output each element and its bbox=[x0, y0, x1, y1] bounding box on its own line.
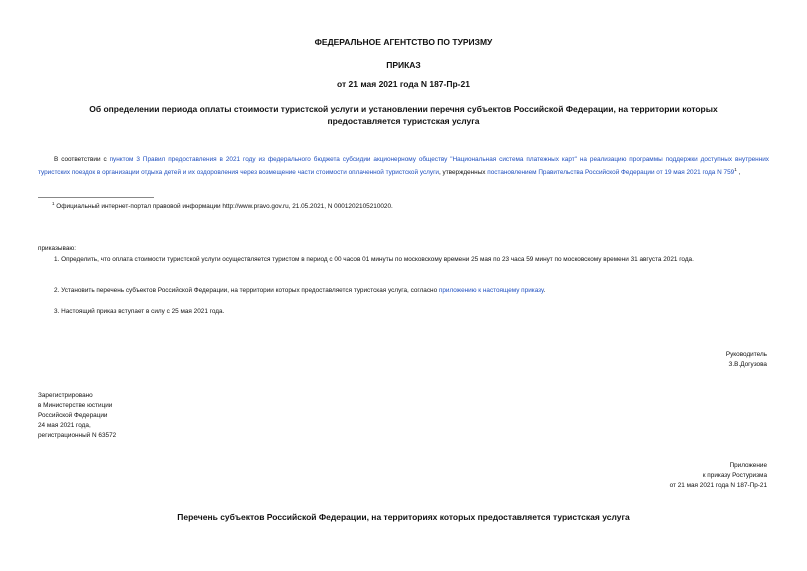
order-word: приказываю: bbox=[38, 245, 76, 252]
intro-text-2: , утвержденных bbox=[438, 169, 488, 177]
order-date-number: от 21 мая 2021 года N 187-Пр-21 bbox=[337, 79, 470, 89]
appendix-line-3: от 21 мая 2021 года N 187-Пр-21 bbox=[669, 482, 767, 489]
registration-block bbox=[38, 391, 116, 441]
clause-2 bbox=[38, 286, 769, 296]
registration-line-5: регистрационный N 63572 bbox=[38, 432, 117, 439]
clause-2-text: 2. Установить перечень субъектов Российской Федерации, на территории которых предоставляется туристская услуга, согласно bbox=[54, 287, 439, 294]
intro-text-3: , bbox=[736, 169, 741, 177]
doc-type: ПРИКАЗ bbox=[386, 60, 421, 70]
appendix-block bbox=[670, 461, 767, 491]
order-subject: Об определении периода оплаты стоимости туристской услуги и установлении перечня субъектов Российской Федерации, на территории которых предоставляется туристская услуга bbox=[89, 104, 718, 126]
rules-link[interactable]: пунктом 3 Правил предоставления в 2021 году из федерального бюджета субсидии акционерному обществу "Национальная система платежных карт" на реализацию программы поддержки доступных внутренних туристских поездок в организации отдыха детей и их оздоровления через возмещение части стоимости оплаченной туристской услуги bbox=[38, 156, 769, 177]
signature-block bbox=[726, 350, 767, 370]
clause-1: 1. Определить, что оплата стоимости туристской услуги осуществляется туристом в период с 00 часов 01 минуты по московскому времени 25 мая по 23 часа 59 минут по московскому времени 31 августа 2021 года. bbox=[54, 256, 694, 263]
appendix-line-1: Приложение bbox=[729, 462, 767, 469]
agency-name: ФЕДЕРАЛЬНОЕ АГЕНТСТВО ПО ТУРИЗМУ bbox=[314, 37, 493, 47]
appendix-line-2: к приказу Ростуризма bbox=[702, 472, 767, 479]
intro-paragraph bbox=[38, 155, 769, 179]
footnote-mark: 1 bbox=[52, 201, 55, 206]
registration-line-3: Российской Федерации bbox=[38, 412, 108, 419]
registration-line-1: Зарегистрировано bbox=[38, 392, 93, 399]
signer-title: Руководитель bbox=[725, 351, 767, 358]
appendix-link[interactable]: приложению к настоящему приказу bbox=[438, 287, 544, 294]
signer-name: З.В.Догузова bbox=[728, 361, 767, 368]
footnote-ref[interactable]: 1 bbox=[734, 167, 737, 173]
footnote-text: Официальный интернет-портал правовой информации http://www.pravo.gov.ru, 21.05.2021, N 0001202105210020. bbox=[56, 203, 393, 211]
footnote-divider bbox=[38, 197, 154, 198]
intro-text-1: В соответствии с bbox=[54, 156, 110, 163]
list-title: Перечень субъектов Российской Федерации, на территориях которых предоставляется туристская услуга bbox=[177, 512, 630, 522]
clause-2-end: . bbox=[543, 287, 546, 294]
footnote bbox=[52, 201, 393, 210]
resolution-link[interactable]: постановлением Правительства Российской Федерации от 19 мая 2021 года N 759 bbox=[487, 169, 735, 177]
registration-line-4: 24 мая 2021 года, bbox=[38, 422, 91, 429]
clause-3: 3. Настоящий приказ вступает в силу с 25 мая 2021 года. bbox=[54, 308, 225, 315]
registration-line-2: в Министерстве юстиции bbox=[38, 402, 113, 409]
